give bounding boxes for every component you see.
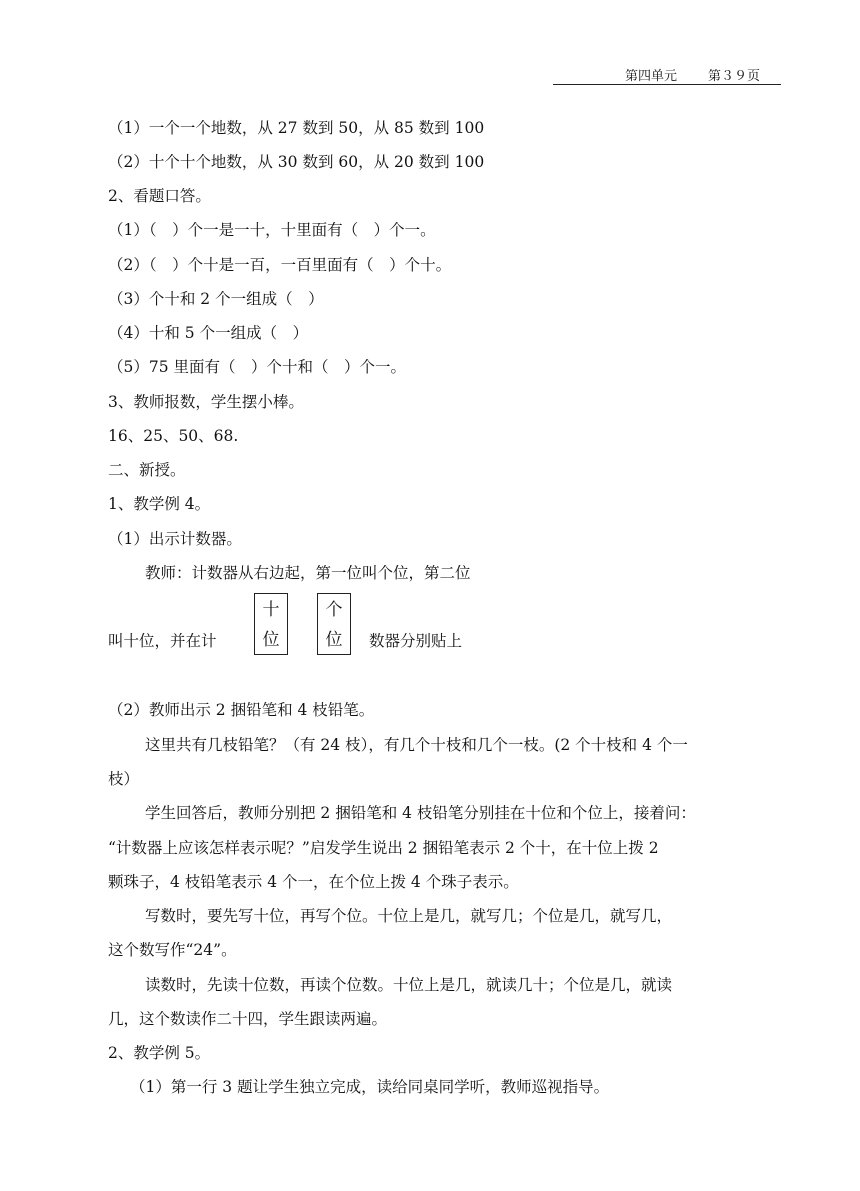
text-line: 写数时，要先写十位，再写个位。十位上是几，就写几；个位是几，就写几， bbox=[145, 907, 673, 925]
text-line: 1、教学例 4。 bbox=[108, 495, 211, 513]
text-line: （3）个十和 2 个一组成（ ） bbox=[108, 290, 324, 308]
page-number: 第３９页 bbox=[708, 69, 761, 84]
text-line: 2、教学例 5。 bbox=[108, 1044, 211, 1062]
text-line: 枝） bbox=[108, 770, 140, 788]
text-line: 2、看题口答。 bbox=[108, 187, 211, 205]
text-line: 颗珠子，4 枝铅笔表示 4 个一，在个位上拨 4 个珠子表示。 bbox=[108, 873, 519, 891]
text-line: 几，这个数读作二十四，学生跟读两遍。 bbox=[108, 1010, 388, 1028]
text-line: 学生回答后，教师分别把 2 捆铅笔和 4 枝铅笔分别挂在十位和个位上，接着问： bbox=[145, 804, 696, 822]
text-line: 这个数写作“24”。 bbox=[108, 941, 237, 959]
text-line: （1）第一行 3 题让学生独立完成，读给同桌同学听，教师巡视指导。 bbox=[130, 1078, 610, 1096]
text-line: 16、25、50、68. bbox=[108, 427, 239, 445]
text-line: （1）一个一个地数，从 27 数到 50，从 85 数到 100 bbox=[108, 119, 485, 137]
text-line: （2）十个十个地数，从 30 数到 60，从 20 数到 100 bbox=[108, 153, 485, 171]
text-line: 这里共有几枝铅笔？（有 24 枝），有几个十枝和几个一枝。(2 个十枝和 4 个一 bbox=[145, 736, 688, 754]
page-header bbox=[553, 62, 781, 85]
text-line: （2）（ ）个十是一百，一百里面有（ ）个十。 bbox=[108, 256, 452, 274]
text-line: 数器分别贴上 bbox=[369, 632, 463, 650]
text-line: （2）教师出示 2 捆铅笔和 4 枝铅笔。 bbox=[108, 701, 375, 719]
text-line: “计数器上应该怎样表示呢？”启发学生说出 2 捆铅笔表示 2 个十，在十位上拨 2 bbox=[108, 839, 659, 857]
unit-label: 第四单元 bbox=[625, 69, 678, 84]
text-line: （4）十和 5 个一组成（ ） bbox=[108, 324, 309, 342]
text-line: 教师：计数器从右边起，第一位叫个位，第二位 bbox=[145, 564, 471, 582]
text-line: （5）75 里面有（ ）个十和（ ）个一。 bbox=[108, 358, 407, 376]
section-heading: 二、新授。 bbox=[108, 461, 186, 479]
text-line: 读数时，先读十位数，再读个位数。十位上是几，就读几十；个位是几，就读 bbox=[145, 976, 673, 994]
tens-place-card: 十 位 bbox=[254, 593, 288, 655]
text-line: （1）（ ）个一是一十，十里面有（ ）个一。 bbox=[108, 221, 436, 239]
text-line: 叫十位，并在计 bbox=[108, 632, 217, 650]
ones-place-card: 个 位 bbox=[317, 593, 351, 655]
text-line: （1）出示计数器。 bbox=[108, 530, 242, 548]
text-line: 3、教师报数，学生摆小棒。 bbox=[108, 393, 304, 411]
